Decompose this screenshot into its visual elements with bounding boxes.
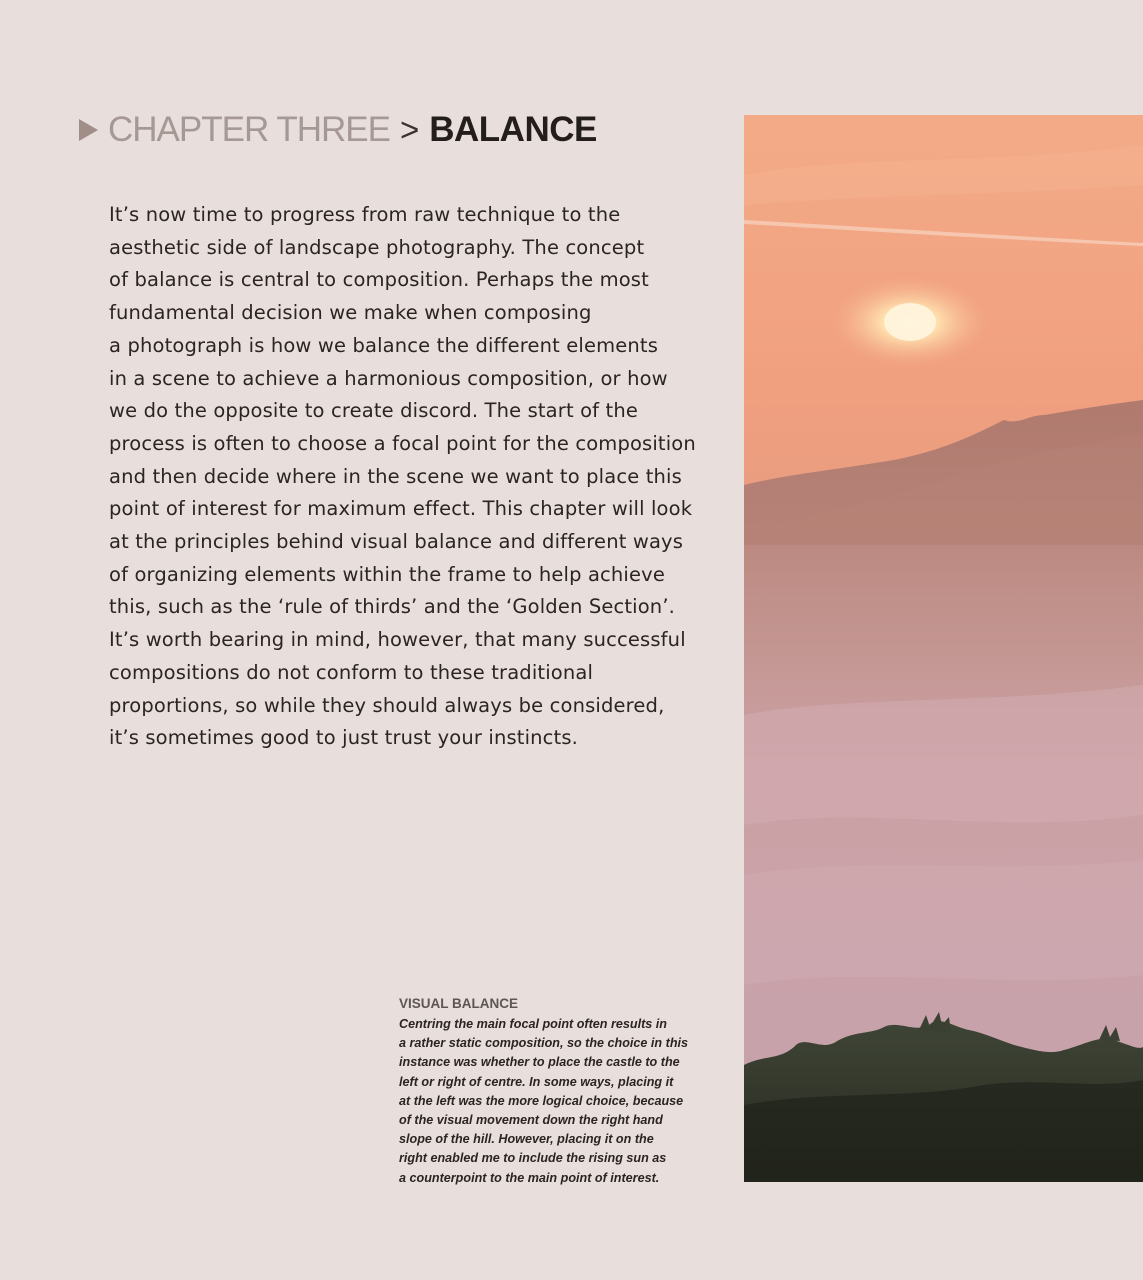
- chapter-label: CHAPTER THREE: [108, 110, 390, 149]
- intro-line: of organizing elements within the frame to help achieve: [109, 562, 665, 586]
- caption-title: VISUAL BALANCE: [399, 996, 519, 1011]
- caption-line: Centring the main focal point often results in: [399, 1017, 667, 1031]
- intro-line: of balance is central to composition. Perhaps the most: [109, 268, 649, 292]
- caption-line: left or right of centre. In some ways, placing it: [399, 1074, 674, 1089]
- chapter-header: [79, 108, 597, 152]
- intro-line: proportions, so while they should always be considered,: [109, 693, 665, 717]
- landscape-photo: [744, 115, 1143, 1182]
- intro-line: this, such as the ‘rule of thirds’ and the ‘Golden Section’.: [109, 595, 676, 619]
- intro-line: and then decide where in the scene we want to place this: [109, 464, 682, 488]
- intro-line: process is often to choose a focal point for the composition: [109, 431, 696, 455]
- caption-line: slope of the hill. However, placing it on the: [399, 1132, 654, 1147]
- caption-line: right enabled me to include the rising sun as: [399, 1151, 667, 1166]
- intro-line: it’s sometimes good to just trust your instincts.: [109, 726, 578, 750]
- intro-line: It’s now time to progress from raw technique to the: [109, 203, 621, 226]
- caption-line: at the left was the more logical choice, because: [399, 1093, 684, 1108]
- intro-line: a photograph is how we balance the different elements: [109, 333, 659, 357]
- intro-line: compositions do not conform to these traditional: [109, 660, 594, 684]
- caption-line: a rather static composition, so the choice in this: [399, 1036, 689, 1051]
- intro-line: fundamental decision we make when composing: [109, 301, 592, 325]
- intro-line: aesthetic side of landscape photography. The concept: [109, 235, 645, 259]
- intro-line: at the principles behind visual balance and different ways: [109, 530, 684, 554]
- caption-line: a counterpoint to the main point of interest.: [399, 1170, 660, 1185]
- photo-caption: [399, 995, 719, 1188]
- caption-text: [399, 1015, 719, 1188]
- chapter-separator: >: [399, 111, 420, 148]
- intro-text: [109, 199, 719, 755]
- intro-line: It’s worth bearing in mind, however, that many successful: [109, 628, 686, 652]
- intro-line: in a scene to achieve a harmonious composition, or how: [109, 366, 668, 390]
- caption-line: instance was whether to place the castle to the: [399, 1055, 680, 1070]
- triangle-arrow-icon: [79, 119, 98, 141]
- chapter-title: BALANCE: [429, 110, 597, 149]
- sunrise-landscape-image: [744, 115, 1143, 1182]
- caption-line: of the visual movement down the right hand: [399, 1113, 663, 1128]
- intro-line: point of interest for maximum effect. This chapter will look: [109, 497, 693, 521]
- intro-line: we do the opposite to create discord. The start of the: [109, 399, 638, 423]
